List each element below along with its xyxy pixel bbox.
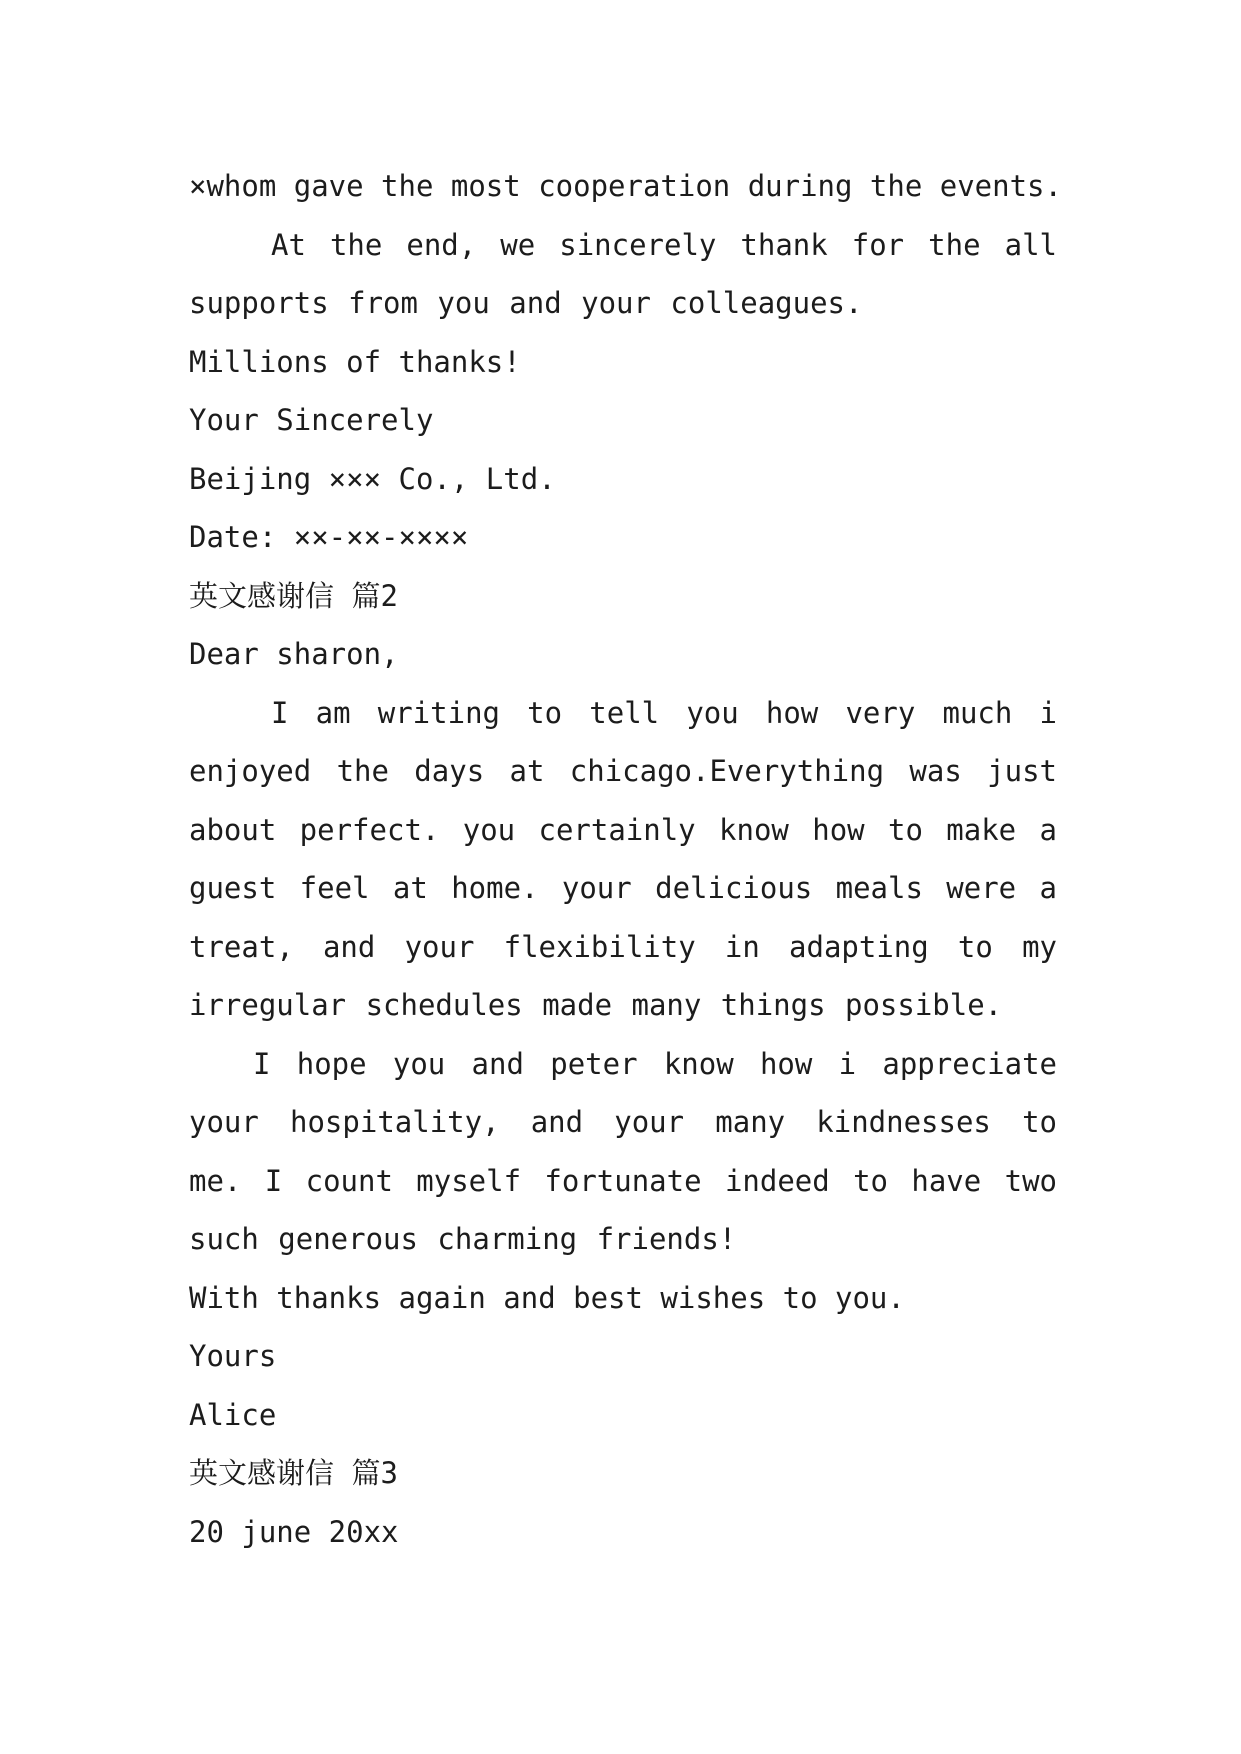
closing-line: Millions of thanks! — [189, 344, 521, 379]
document-body — [189, 157, 1062, 1561]
date-line: Date: ××-××-×××× — [189, 520, 469, 554]
paragraph-continuation: ×whom gave the most cooperation during the events. — [189, 169, 1062, 203]
salutation: Dear sharon, — [189, 637, 399, 671]
signoff-yours: Yours — [189, 1339, 277, 1373]
letter-date: 20 june 20xx — [189, 1514, 399, 1549]
company-name: Beijing ××× Co., Ltd. — [189, 461, 556, 496]
section-heading-2: 英文感谢信 篇2 — [189, 578, 398, 613]
paragraph-body-2: I hope you and peter know how i appreciate your hospitality, and your many kindnesses to me. I count myself fortunate indeed to have two such generous charming friends! — [189, 1046, 1057, 1256]
paragraph-closing-thanks: At the end, we sincerely thank for the all supports from you and your colleagues. — [189, 227, 1057, 320]
paragraph-body-1: I am writing to tell you how very much i enjoyed the days at chicago.Everything was just about perfect. you certainly know how to make a guest feel at home. your delicious meals were a treat, and your flexibility in adapting to my irregular schedules made many things possible. — [189, 695, 1057, 1022]
section-heading-3: 英文感谢信 篇3 — [189, 1456, 398, 1490]
signoff: Your Sincerely — [189, 403, 434, 437]
closing-wishes: With thanks again and best wishes to you. — [189, 1280, 905, 1315]
signature-name: Alice — [189, 1397, 277, 1432]
